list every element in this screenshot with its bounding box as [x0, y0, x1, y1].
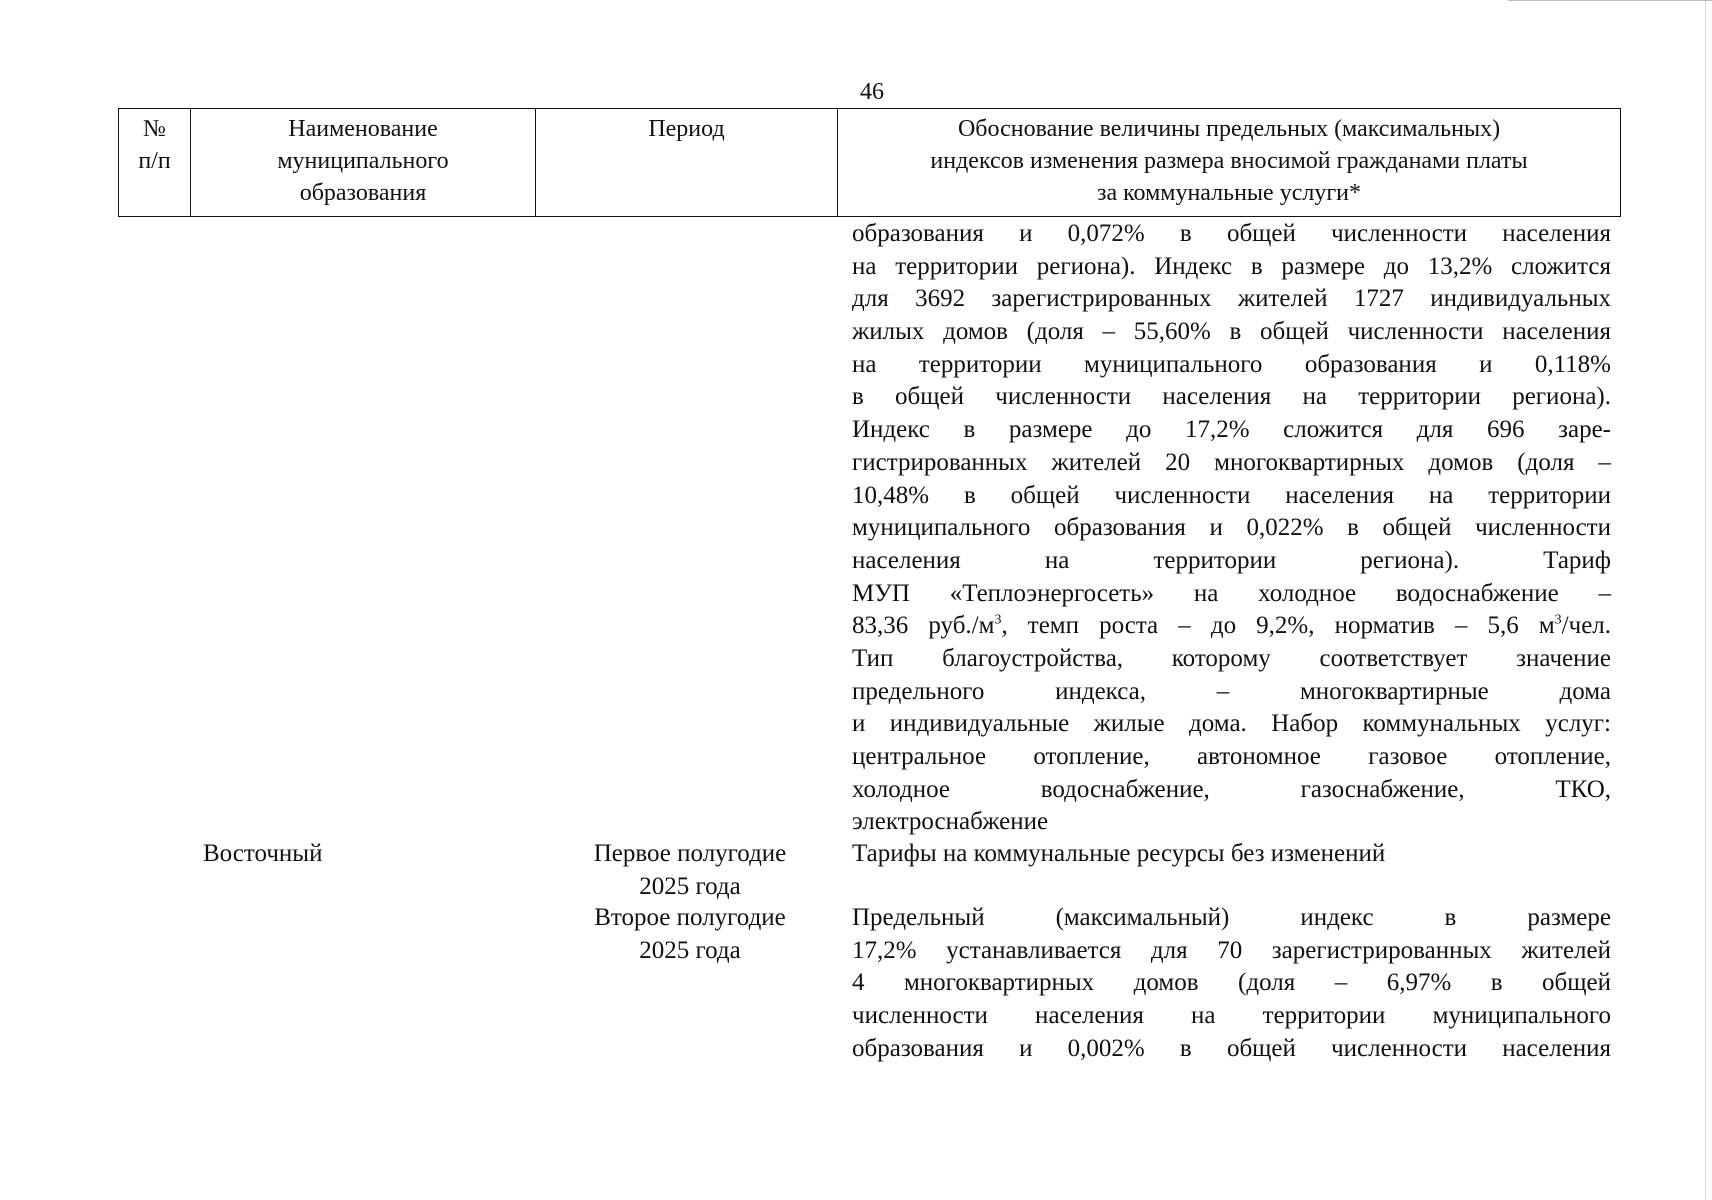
header-text: п/п: [138, 148, 171, 174]
text-line: 17,2% устанавливается для 70 зарегистрированных жителей: [852, 936, 1611, 964]
header-col-number: [119, 109, 191, 216]
header-text: Обоснование величины предельных (максимальных): [957, 116, 1501, 142]
period-text: Первое полугодие: [593, 840, 787, 867]
table-header: [118, 108, 1621, 217]
text-line: центральное отопление, автономное газовое отопление,: [852, 743, 1611, 770]
header-col-municipality: [191, 109, 536, 216]
text-line: Тарифы на коммунальные ресурсы без изменений: [852, 840, 1386, 867]
text-line: образования и 0,002% в общей численности населения: [852, 1034, 1611, 1062]
basis-second-half: [852, 902, 1611, 1065]
scan-top-rule: [1508, 0, 1712, 1]
page-number: 46: [860, 79, 884, 105]
header-text: образования: [299, 180, 427, 206]
header-text: Период: [648, 116, 725, 142]
header-text: Наименование: [288, 116, 438, 142]
text-line: электроснабжение: [852, 808, 1049, 836]
text-line: для 3692 зарегистрированных жителей 1727 индивидуальных: [852, 285, 1611, 313]
text-line: Индекс в размере до 17,2% сложится для 696 заре-: [852, 416, 1611, 444]
text-line: Предельный (максимальный) индекс в размере: [852, 904, 1611, 931]
text-line: жилых домов (доля – 55,60% в общей численности населения: [852, 318, 1611, 346]
tariff-line: [852, 610, 1611, 643]
header-col-basis: [838, 109, 1620, 216]
tariff-text: , темп роста – до 9,2%, норматив – 5,6 м: [1001, 612, 1555, 640]
text-line: муниципального образования и 0,022% в общей численности: [852, 514, 1611, 542]
text-line: образования и 0,072% в общей численности населения: [852, 220, 1611, 247]
text-line: 10,48% в общей численности населения на территории: [852, 481, 1611, 509]
header-text: муниципального: [277, 148, 449, 174]
text-line: МУП «Теплоэнергосеть» на холодное водоснабжение –: [852, 579, 1611, 607]
tariff-text: /чел.: [1561, 612, 1612, 640]
header-text: за коммунальные услуги*: [1096, 180, 1362, 206]
tariff-text: 83,36 руб./м: [852, 612, 995, 640]
basis-first-half: [852, 838, 1611, 871]
period-text: 2025 года: [639, 936, 741, 964]
text-line: на территории региона). Индекс в размере до 13,2% сложится: [852, 252, 1611, 280]
text-line: предельного индекса, – многоквартирные дома: [852, 677, 1611, 705]
text-line: в общей численности населения на территории региона).: [852, 383, 1611, 411]
page-edge-line: [1705, 0, 1706, 1200]
header-text: индексов изменения размера вносимой гражданами платы: [930, 148, 1528, 174]
superscript: 3: [1554, 612, 1562, 628]
municipality-name: Восточный: [203, 840, 323, 867]
superscript: 3: [994, 612, 1002, 628]
text-line: Тип благоустройства, которому соответствует значение: [852, 644, 1611, 672]
header-col-period: [536, 109, 838, 216]
text-line: холодное водоснабжение, газоснабжение, ТКО,: [852, 775, 1611, 803]
text-line: гистрированных жителей 20 многоквартирных домов (доля –: [852, 448, 1611, 476]
text-line: 4 многоквартирных домов (доля – 6,97% в общей: [852, 969, 1611, 997]
text-line: на территории муниципального образования и 0,118%: [852, 350, 1611, 378]
continuation-text: [852, 218, 1611, 839]
period-second-half: [560, 902, 820, 967]
period-text: Второе полугодие: [594, 904, 786, 931]
period-text: 2025 года: [639, 872, 741, 900]
text-line: населения на территории региона). Тариф: [852, 546, 1611, 574]
text-line: и индивидуальные жилые дома. Набор коммунальных услуг:: [852, 710, 1611, 738]
text-line: численности населения на территории муниципального: [852, 1002, 1611, 1030]
header-text: №: [143, 116, 166, 142]
period-first-half: [560, 838, 820, 903]
